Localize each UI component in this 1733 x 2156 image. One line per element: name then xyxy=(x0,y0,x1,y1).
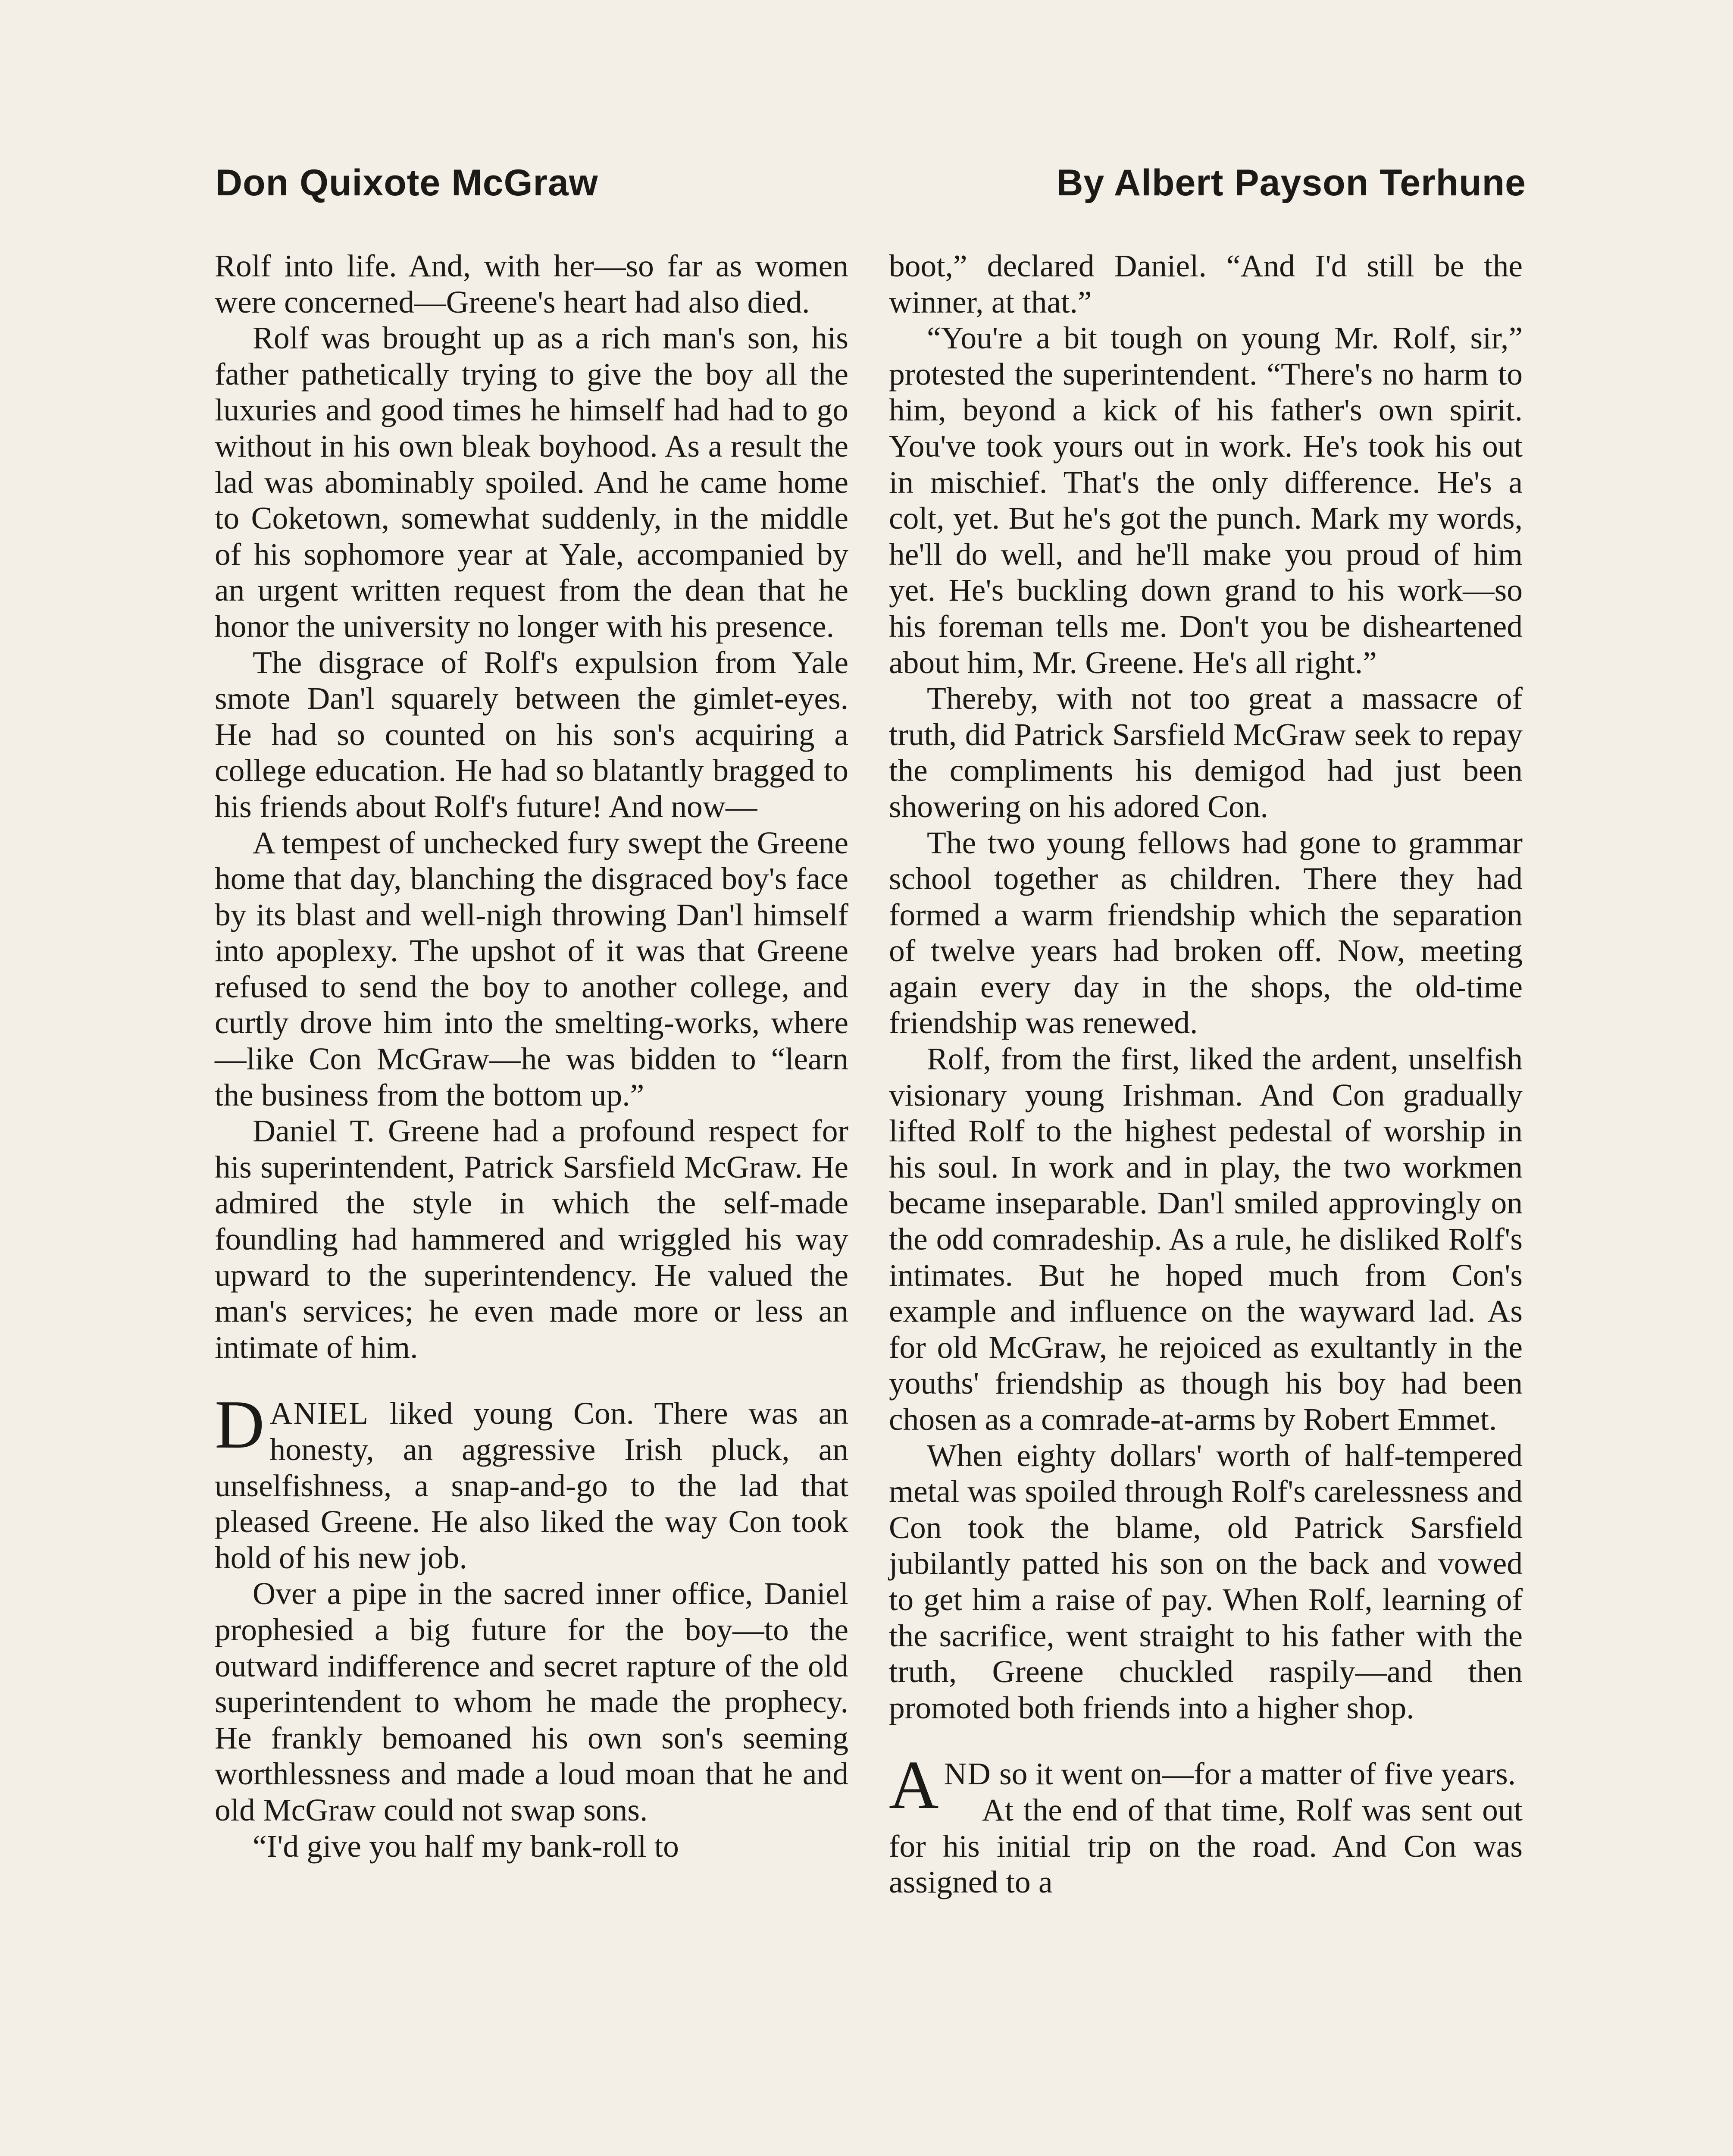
paragraph-text: so it went on—for a matter of five years. xyxy=(991,1756,1516,1792)
author-byline: By Albert Payson Terhune xyxy=(1056,162,1526,204)
left-column xyxy=(215,248,848,1864)
paragraph: Rolf into life. And, with her—so far as women were concerned—Greene's heart had also died. xyxy=(215,248,848,320)
small-caps-lead: ND xyxy=(944,1756,992,1792)
paragraph: “You're a bit tough on young Mr. Rolf, sir,” protested the superintendent. “There's no harm to him, beyond a kick of his father's own spirit. You've took yours out in work. He's took his out in mischief. That's the only difference. He's a colt, yet. But he's got the punch. Mark my words, he'll do well, and he'll make you proud of him yet. He's buckling down grand to his work—so his foreman tells me. Don't you be disheartened about him, Mr. Greene. He's all right.” xyxy=(889,320,1523,680)
drop-cap: A xyxy=(889,1746,939,1824)
section-paragraph xyxy=(889,1746,1523,1824)
drop-cap: D xyxy=(215,1386,265,1463)
paragraph: When eighty dollars' worth of half-tempered metal was spoiled through Rolf's carelessness and Con took the blame, old Patrick Sarsfield jubilantly patted his son on the back and vowed to get him a raise of pay. When Rolf, learning of the sacrifice, went straight to his father with the truth, Greene chuckled raspily—and then promoted both friends into a higher shop. xyxy=(889,1438,1523,1725)
paragraph: The two young fellows had gone to grammar school together as children. There they had formed a warm friendship which the separation of twelve years had broken off. Now, meeting again every day in the shops, the old-time friendship was renewed. xyxy=(889,825,1523,1040)
paragraph: “I'd give you half my bank-roll to xyxy=(253,1828,679,1864)
paragraph: Over a pipe in the sacred inner office, Daniel prophesied a big future for the boy—to the outward indifference and secret rapture of the old superintendent to whom he made the prophecy. He frankly bemoaned his own son's seeming worthlessness and made a loud moan that he and old McGraw could not swap sons. xyxy=(215,1576,848,1827)
paragraph: boot,” declared Daniel. “And I'd still be the winner, at that.” xyxy=(889,248,1523,320)
paragraph: Rolf, from the first, liked the ardent, unselfish visionary young Irishman. And Con gradually lifted Rolf to the highest pedestal of worship in his soul. In work and in play, the two workmen became inseparable. Dan'l smiled approvingly on the odd comradeship. As a rule, he disliked Rolf's intimates. But he hoped much from Con's example and influence on the wayward lad. As for old McGraw, he rejoiced as exultantly in the youths' friendship as though his boy had been chosen as a comrade-at-arms by Robert Emmet. xyxy=(889,1041,1523,1437)
paragraph: A tempest of unchecked fury swept the Greene home that day, blanching the disgraced boy's face by its blast and well-nigh throwing Dan'l himself into apoplexy. The upshot of it was that Greene refused to send the boy to another college, and curtly drove him into the smelting-works, where—like Con McGraw—he was bidden to “learn the business from the bottom up.” xyxy=(215,825,848,1112)
paragraph: Rolf was brought up as a rich man's son, his father pathetically trying to give the boy all the luxuries and good times he himself had had to go without in his own bleak boyhood. As a result the lad was abominably spoiled. And he came home to Coketown, somewhat suddenly, in the middle of his sophomore year at Yale, accompanied by an urgent written request from the dean that he honor the university no longer with his presence. xyxy=(215,320,848,644)
paragraph: The disgrace of Rolf's expulsion from Yale smote Dan'l squarely between the gimlet-eyes. He had so counted on his son's acquiring a college education. He had so blatantly bragged to his friends about Rolf's future! And now— xyxy=(215,645,848,824)
section-paragraph xyxy=(215,1386,848,1576)
paragraph-text: liked young Con. There was an honesty, an aggressive Irish pluck, an unselfishness, a snap-and-go to the lad that pleased Greene. He also liked the way Con took hold of his new job. xyxy=(215,1396,848,1575)
paragraph: At the end of that time, Rolf was sent out for his initial trip on the road. And Con was assigned to a xyxy=(889,1792,1523,1900)
paragraph: Thereby, with not too great a massacre of truth, did Patrick Sarsfield McGraw seek to repay the compliments his demigod had just been showering on his adored Con. xyxy=(889,681,1523,824)
small-caps-lead: ANIEL xyxy=(269,1396,369,1431)
paragraph: Daniel T. Greene had a profound respect for his superintendent, Patrick Sarsfield McGraw. He admired the style in which the self-made foundling had hammered and wriggled his way upward to the superintendency. He valued the man's services; he even made more or less an intimate of him. xyxy=(215,1113,848,1365)
running-header xyxy=(216,162,1526,204)
right-column xyxy=(889,248,1523,1900)
story-title: Don Quixote McGraw xyxy=(216,162,598,204)
